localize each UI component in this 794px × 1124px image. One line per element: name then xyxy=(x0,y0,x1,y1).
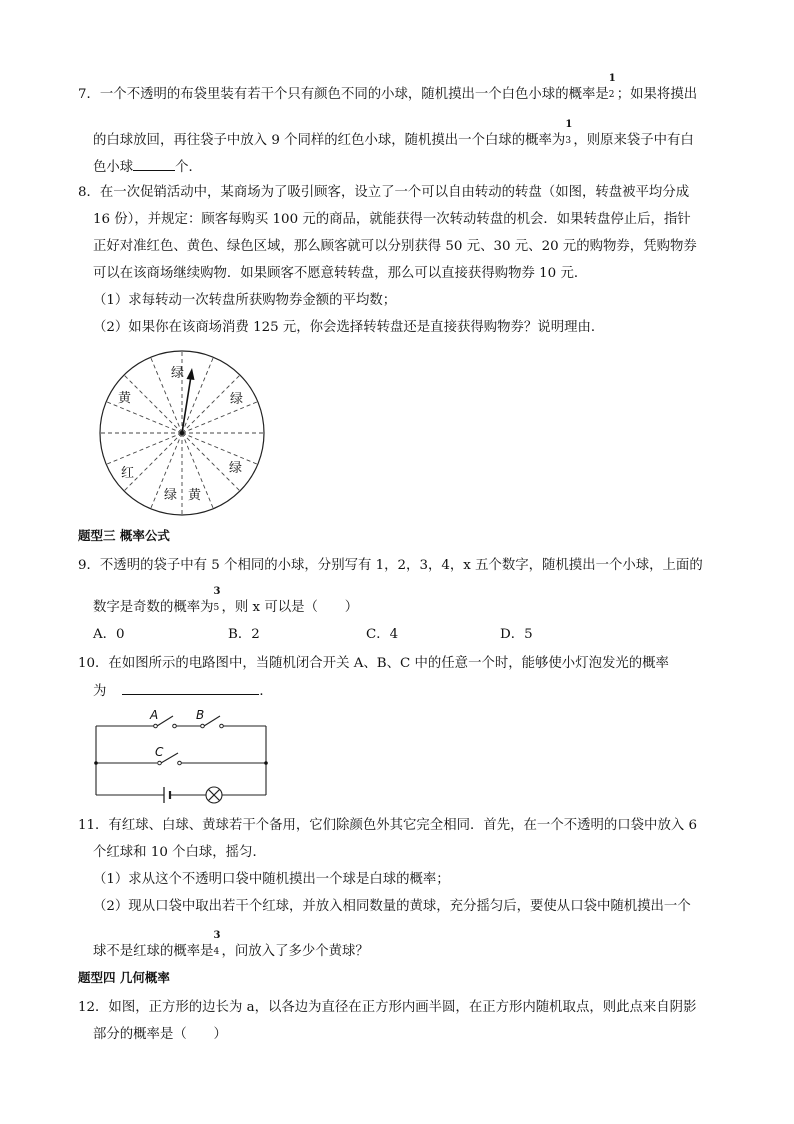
switch-c[interactable] xyxy=(158,761,182,765)
q11-fraction xyxy=(213,930,222,961)
q7-line-2 xyxy=(93,119,694,150)
q10-answer-blank[interactable] xyxy=(122,682,259,695)
q8-line-1: 8．在一次促销活动中，某商场为了吸引顾客，设立了一个可以自由转动的转盘（如图，转盘被平均分成 xyxy=(78,185,690,200)
q9-fraction-denominator: 5 xyxy=(213,603,220,613)
q10-line-2 xyxy=(93,682,273,701)
q7-text-6: 个． xyxy=(175,160,202,175)
q9-option-b[interactable]: B．2 xyxy=(228,627,260,642)
switch-a-label: A xyxy=(150,708,159,722)
q7-line-3 xyxy=(93,158,202,177)
q7-fraction-1-numerator: 1 xyxy=(608,73,616,84)
q7-fraction-2-numerator: 1 xyxy=(565,119,573,130)
q9-option-a[interactable]: A．0 xyxy=(93,627,125,642)
q11-line-5 xyxy=(93,930,369,961)
q9-text-2: ，则 x 可以是（ ） xyxy=(221,600,359,615)
wheel-label-green-top: 绿 xyxy=(171,366,185,381)
q9-line-1: 9．不透明的袋子中有 5 个相同的小球，分别写有 1，2，3，4，x 五个数字，随机摸出一个小球，上面的 xyxy=(78,558,703,573)
q11-subquestion-2: （2）现从口袋中取出若干个红球，并放入相同数量的黄球，充分摇匀后，要使从口袋中随机摸出一个 xyxy=(93,899,691,914)
q11-subquestion-1: （1）求从这个不透明口袋中随机摸出一个球是白球的概率； xyxy=(93,872,450,887)
switch-a[interactable] xyxy=(154,724,177,728)
q11-text-2: ，问放入了多少个黄球？ xyxy=(221,944,369,959)
lamp-icon xyxy=(206,787,222,803)
q8-subquestion-2: （2）如果你在该商场消费 125 元，你会选择转转盘还是直接获得购物券？说明理由． xyxy=(93,320,605,335)
q7-text-4: ，则原来袋子中有白 xyxy=(573,133,694,148)
junction-right xyxy=(264,761,268,765)
q10-line-1: 10．在如图所示的电路图中，当随机闭合开关 A、B、C 中的任意一个时，能够使小灯泡发光的概率 xyxy=(78,656,669,671)
q7-answer-blank[interactable] xyxy=(133,158,175,171)
spinner-center xyxy=(180,431,184,435)
q7-text-5: 色小球 xyxy=(93,160,134,175)
q12-line-2: 部分的概率是（ ） xyxy=(93,1027,227,1042)
q8-subquestion-1: （1）求每转动一次转盘所获购物券金额的平均数； xyxy=(93,293,397,308)
q8-line-3: 正好对准红色、黄色、绿色区域，那么顾客就可以分别获得 50 元、30 元、20 元的购物券，凭购物券 xyxy=(93,239,697,254)
q7-fraction-2-denominator: 3 xyxy=(565,136,572,146)
q12-line-1: 12．如图，正方形的边长为 a，以各边为直径在正方形内画半圆，在正方形内随机取点，则此点来自阴影 xyxy=(78,1000,697,1015)
q7-line-1 xyxy=(78,73,698,104)
wheel-label-green-right-upper: 绿 xyxy=(230,392,244,407)
circuit-diagram xyxy=(90,706,274,808)
spinner-wheel-figure xyxy=(92,348,274,518)
q9-option-d[interactable]: D．5 xyxy=(500,627,533,642)
q11-fraction-denominator: 4 xyxy=(213,947,220,957)
q9-line-2 xyxy=(93,586,359,617)
q9-option-c[interactable]: C．4 xyxy=(366,627,399,642)
junction-left xyxy=(94,761,98,765)
switch-b-label: B xyxy=(196,708,205,722)
wheel-label-green-right-lower: 绿 xyxy=(229,461,243,476)
q11-line-1: 11．有红球、白球、黄球若干个备用，它们除颜色外其它完全相同．首先，在一个不透明的口袋中放入 6 xyxy=(78,818,697,833)
q7-fraction-1 xyxy=(608,73,617,104)
q11-text-1: 球不是红球的概率是 xyxy=(93,944,214,959)
switch-c-label: C xyxy=(155,745,164,759)
q7-text-3: 的白球放回，再往袋子中放入 9 个同样的红色小球，随机摸出一个白球的概率为 xyxy=(93,133,566,148)
battery-icon xyxy=(164,787,170,803)
q10-text-1: 为 xyxy=(93,684,107,699)
wheel-label-yellow-bottom: 黄 xyxy=(188,488,202,503)
switch-b[interactable] xyxy=(201,724,224,728)
q7-text-1: 7．一个不透明的布袋里装有若干个只有颜色不同的小球，随机摸出一个白色小球的概率是 xyxy=(78,87,609,102)
q8-line-2: 16 份），并规定：顾客每购买 100 元的商品，就能获得一次转动转盘的机会．如果转盘停止后，指针 xyxy=(93,212,691,227)
section-heading-3: 题型三 概率公式 xyxy=(78,528,170,543)
q8-line-4: 可以在该商场继续购物．如果顾客不愿意转转盘，那么可以直接获得购物券 10 元． xyxy=(93,266,588,281)
wheel-label-yellow-topleft: 黄 xyxy=(118,391,132,406)
q9-fraction-numerator: 3 xyxy=(213,586,221,597)
q7-fraction-2 xyxy=(565,119,573,150)
wheel-label-red-left: 红 xyxy=(121,466,135,481)
q9-text-1: 数字是奇数的概率为 xyxy=(93,600,214,615)
q7-fraction-1-denominator: 2 xyxy=(608,90,615,100)
q10-text-2: ． xyxy=(259,684,273,699)
wheel-label-green-bottom: 绿 xyxy=(164,488,178,503)
q7-text-2: ；如果将摸出 xyxy=(616,87,698,102)
q9-fraction xyxy=(213,586,222,617)
section-heading-4: 题型四 几何概率 xyxy=(78,970,170,985)
q11-line-2: 个红球和 10 个白球，摇匀． xyxy=(93,845,266,860)
q11-fraction-numerator: 3 xyxy=(213,930,221,941)
